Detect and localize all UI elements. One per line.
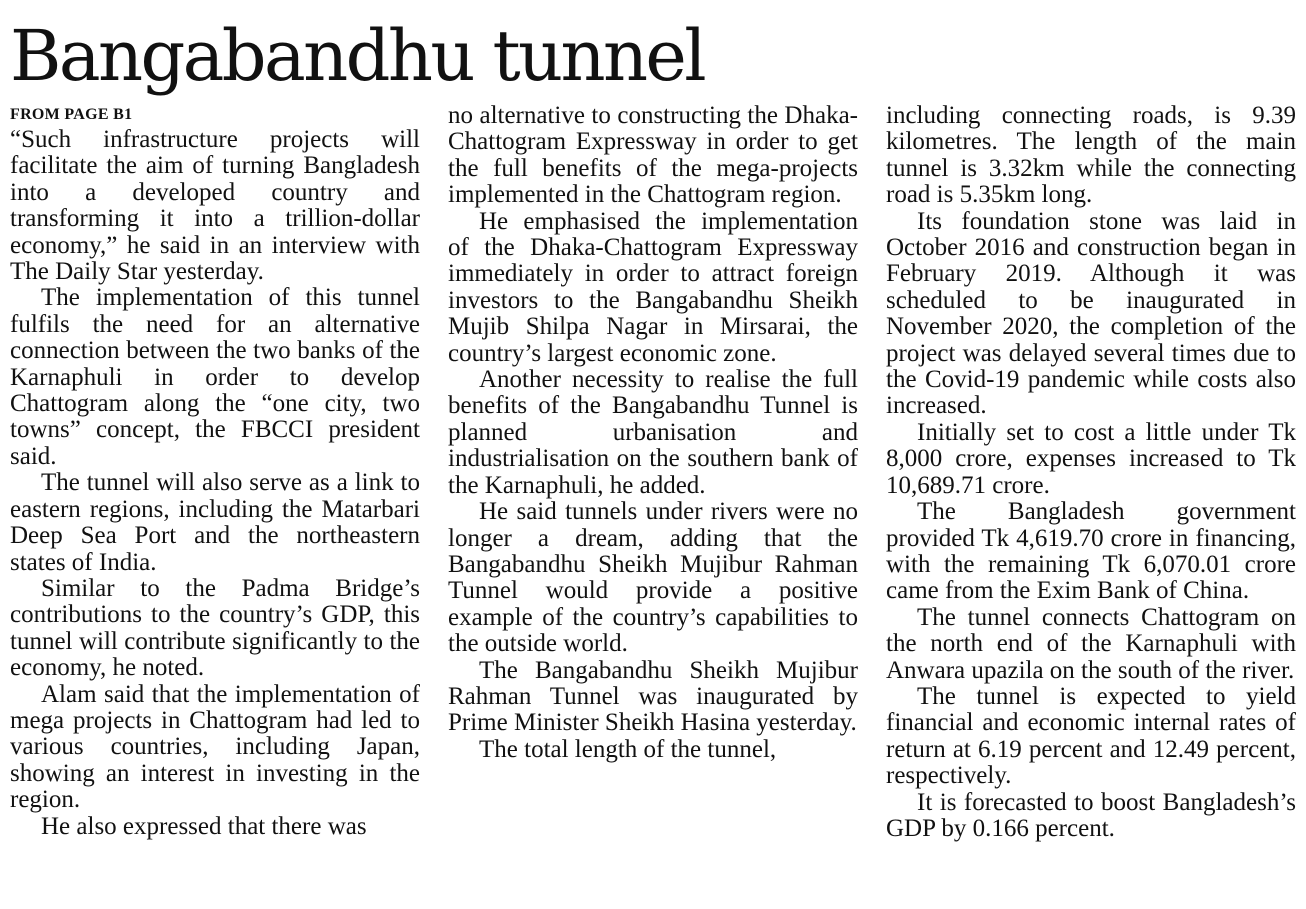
article-column-1 — [10, 103, 420, 840]
paragraph: Initially set to cost a little under Tk 8,000 crore, expenses increased to Tk 10,689.71 crore. — [886, 418, 1296, 499]
paragraph: The total length of the tunnel, — [479, 735, 777, 763]
paragraph: The tunnel is expected to yield financial and economic internal rates of return at 6.19 percent and 12.49 percent, respectively. — [886, 682, 1296, 790]
paragraph: The Bangladesh government provided Tk 4,619.70 crore in financing, with the remaining Tk 6,070.01 crore came from the Exim Bank of China. — [886, 498, 1296, 605]
article-column-3 — [886, 103, 1296, 842]
paragraph: no alternative to constructing the Dhaka-Chattogram Expressway in order to get the full benefits of the mega-projects implemented in the Chattogram region. — [448, 102, 858, 209]
paragraph: The tunnel will also serve as a link to eastern regions, including the Matarbari Deep Sea Port and the northeastern states of India. — [10, 469, 420, 576]
article-column-2 — [448, 103, 858, 763]
paragraph: Another necessity to realise the full benefits of the Bangabandhu Tunnel is planned urbanisation and industrialisation on the southern bank of the Karnaphuli, he added. — [448, 366, 858, 499]
paragraph: He emphasised the implementation of the Dhaka-Chattogram Expressway immediately in order to attract foreign investors to the Bangabandhu Sheikh Mujib Shilpa Nagar in Mirsarai, the country’s largest economic zone. — [448, 207, 858, 367]
paragraph: The implementation of this tunnel fulfils the need for an alternative connection between the two banks of the Karnaphuli in order to develop Chattogram along the “one city, two towns” concept, the FBCCI president said. — [10, 284, 420, 470]
paragraph: The tunnel connects Chattogram on the north end of the Karnaphuli with Anwara upazila on the south of the river. — [886, 603, 1296, 684]
continuation-kicker: FROM PAGE B1 — [10, 106, 133, 123]
paragraph: Its foundation stone was laid in October 2016 and construction began in February 2019. Although it was scheduled to be inaugurated in November 2020, the completion of the project was delayed several times due to the Covid-19 pandemic while costs also increased. — [886, 207, 1296, 420]
paragraph: He said tunnels under rivers were no longer a dream, adding that the Bangabandhu Sheikh Mujibur Rahman Tunnel would provide a positive example of the country’s capabilities to the outside world. — [448, 498, 858, 658]
paragraph: including connecting roads, is 9.39 kilometres. The length of the main tunnel is 3.32km while the connecting road is 5.35km long. — [886, 102, 1296, 209]
paragraph: Similar to the Padma Bridge’s contributions to the country’s GDP, this tunnel will contribute significantly to the economy, he noted. — [10, 574, 420, 682]
paragraph: Alam said that the implementation of mega projects in Chattogram had led to various countries, including Japan, showing an interest in investing in the region. — [10, 680, 420, 814]
paragraph: “Such infrastructure projects will facilitate the aim of turning Bangladesh into a developed country and transforming it into a trillion-dollar economy,” he said in an interview with The Daily Star yesterday. — [10, 126, 420, 286]
headline: Bangabandhu tunnel — [10, 15, 705, 97]
paragraph: He also expressed that there was — [41, 812, 367, 840]
paragraph: It is forecasted to boost Bangladesh’s GDP by 0.166 percent. — [886, 788, 1296, 842]
paragraph: The Bangabandhu Sheikh Mujibur Rahman Tunnel was inaugurated by Prime Minister Sheikh Hasina yesterday. — [448, 656, 858, 737]
